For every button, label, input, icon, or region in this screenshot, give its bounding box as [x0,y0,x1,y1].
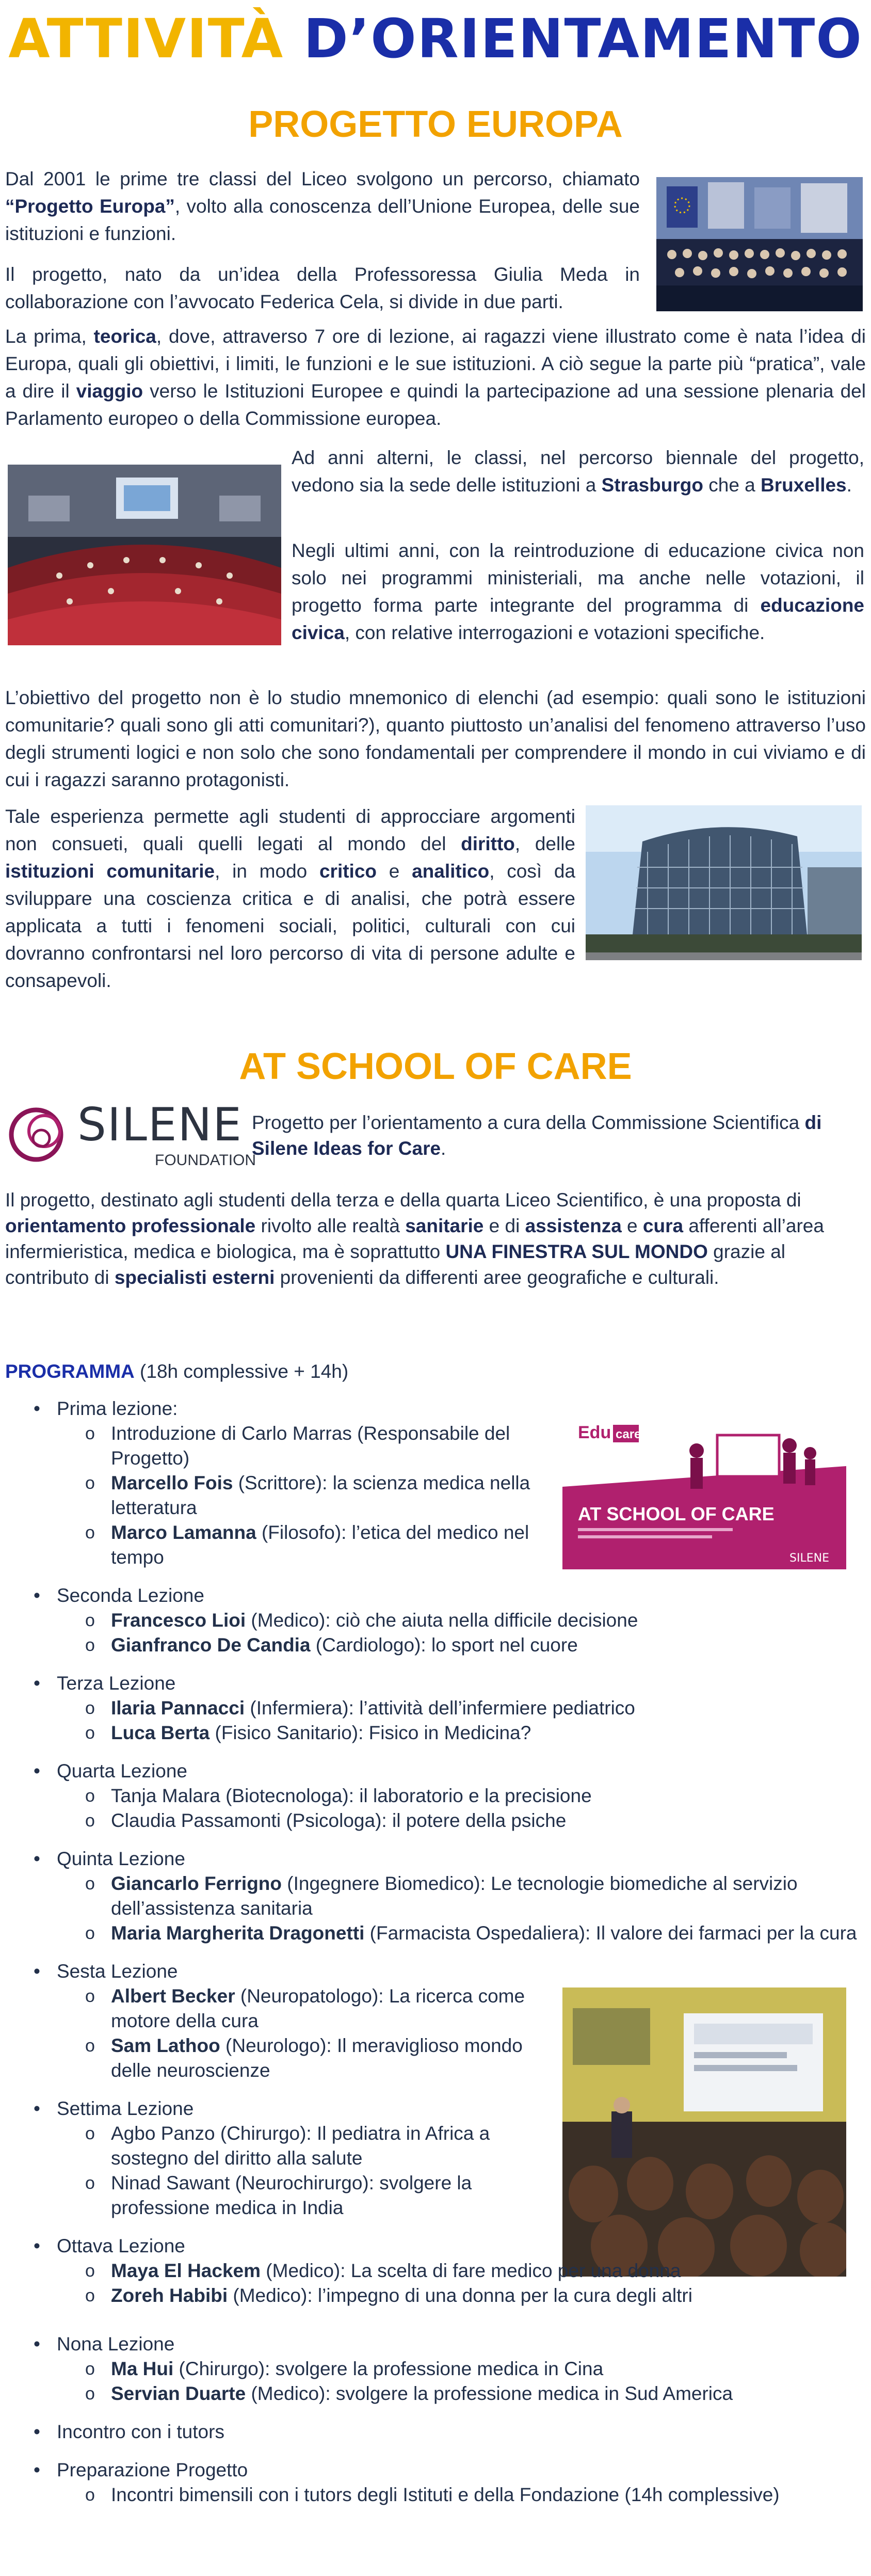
title-word-2: D’ORIENTAMENTO [303,7,863,70]
silene-logo-sub: FOUNDATION [155,1152,256,1169]
speaker-name: Giancarlo Ferrigno [111,1873,282,1894]
program-lesson [34,2458,859,2507]
strasbourg-building-photo [586,805,862,960]
talk-description: Ninad Sawant (Neurochirurgo): svolgere la professione medica in India [111,2172,472,2218]
program-heading: PROGRAMMA (18h complessive + 14h) [5,1361,349,1382]
speaker-name: Ilaria Pannacci [111,1697,245,1719]
speaker-name: Ma Hui [111,2358,174,2379]
lesson-talks [57,1984,557,2083]
parliament-hemicycle-photo [8,465,281,645]
lesson-talks [57,1871,859,1946]
lesson-talks [57,1421,557,1570]
talk-description: (Medico): ciò che aiuta nella difficile decisione [246,1610,638,1631]
poster-brand: Edu [578,1423,611,1442]
lesson-label: Incontro con i tutors [57,2421,224,2442]
lesson-talks [57,1608,859,1658]
talk-description: (Fisico Sanitario): Fisico in Medicina? [209,1722,531,1743]
europa-paragraph-2: Il progetto, nato da un’idea della Professoressa Giulia Meda in collaborazione con l’avvocato Federica Cela, si divide in due parti. [5,264,640,312]
lesson-talk [85,2259,859,2283]
title-word-1: ATTIVITÀ [8,7,284,70]
program-lesson [34,1396,859,1570]
speaker-name: Maria Margherita Dragonetti [111,1922,365,1944]
program-lesson [34,1671,859,1745]
lesson-talk [85,2033,557,2083]
lesson-talk [85,2357,859,2381]
lesson-talk [85,1421,557,1471]
lesson-label: Sesta Lezione [57,1961,178,1982]
program-lesson [34,1959,859,2083]
silene-logo-icon [5,1101,72,1168]
lesson-label: Preparazione Progetto [57,2459,248,2480]
lesson-talk [85,1921,859,1946]
lesson-talks [57,1784,859,1833]
program-lesson [34,1847,859,1946]
lesson-label: Quinta Lezione [57,1848,185,1869]
lesson-label: Terza Lezione [57,1673,176,1694]
lesson-talk [85,1721,859,1745]
lesson-talk [85,1984,557,2033]
europa-heading: PROGETTO EUROPA [248,104,623,145]
lesson-talk [85,1696,859,1721]
page-title [0,5,871,72]
lesson-talk [85,1808,859,1833]
lesson-label: Seconda Lezione [57,1585,204,1606]
lesson-talk [85,2171,557,2220]
lesson-talks [57,2483,859,2507]
program-list [34,1396,859,2521]
care-intro: Progetto per l’orientamento a cura della Commissione Scientifica di Silene Ideas for Care. [252,1112,822,1159]
europa-paragraph-6: L’obiettivo del progetto non è lo studio mnemonico di elenchi (ad esempio: quali sono le istituzioni comunitarie? quali sono gli atti comunitari?), quanto piuttosto un’analisi del fenomeno attraverso l’uso degli strumenti logici e non solo che sono fondamentali per comprendere il mondo in cui viviamo e di cui i ragazzi saranno protagonisti. [5,687,866,790]
lesson-talks [57,1696,859,1745]
speaker-name: Maya El Hackem [111,2260,261,2281]
program-lesson [34,2234,859,2308]
talk-description: (Ingegnere Biomedico): Le tecnologie biomediche al servizio dell’assistenza sanitaria [111,1873,798,1919]
speaker-name: Zoreh Habibi [111,2285,228,2306]
lesson-talk [85,2381,859,2406]
talk-description: Incontri bimensili con i tutors degli Istituti e della Fondazione (14h complessive) [111,2484,780,2505]
talk-description: (Medico): l’impegno di una donna per la cura degli altri [228,2285,692,2306]
talk-description: (Farmacista Ospedaliera): Il valore dei farmaci per la cura [364,1922,857,1944]
lesson-talk [85,1784,859,1808]
talk-description: Agbo Panzo (Chirurgo): Il pediatra in Africa a sostegno del diritto alla salute [111,2123,490,2169]
speaker-name: Luca Berta [111,1722,210,1743]
program-lesson [34,2096,859,2220]
lesson-talk [85,1471,557,1520]
lesson-talks [57,2357,859,2406]
talk-description: (Infermiera): l’attività dell’infermiere pediatrico [245,1697,635,1719]
lesson-talk [85,2283,859,2308]
lesson-talks [57,2121,557,2220]
talk-description: (Medico): La scelta di fare medico per una donna [261,2260,681,2281]
lesson-talk [85,2121,557,2171]
lesson-talk [85,2483,859,2507]
lesson-talk [85,1633,859,1658]
lesson-label: Settima Lezione [57,2098,194,2119]
talk-description: (Scrittore): la scienza medica nella letteratura [111,1472,530,1518]
program-lesson [34,1759,859,1833]
program-lesson [34,1583,859,1658]
lesson-label: Ottava Lezione [57,2235,185,2256]
silene-logo-name: SILENE [77,1098,243,1151]
talk-description: (Filosofo): l’etica del medico nel tempo [111,1522,529,1568]
lesson-talks [57,2259,859,2308]
talk-description: (Neuropatologo): La ricerca come motore della cura [111,1985,525,2031]
speaker-name: Marcello Fois [111,1472,233,1493]
lesson-talk [85,1520,557,1570]
talk-description: (Chirurgo): svolgere la professione medica in Cina [173,2358,604,2379]
program-lesson [34,2332,859,2406]
talk-description: (Medico): svolgere la professione medica in Sud America [246,2383,733,2404]
speaker-name: Gianfranco De Candia [111,1634,311,1656]
europa-paragraph-7: Tale esperienza permette agli studenti di approcciare argomenti non consueti, quali quelli legati al mondo del diritto, delle istituzioni comunitarie, in modo critico e analitico, così da sviluppare una coscienza critica e di analisi, che potrà essere applicata a tutti i fenomeni sociali, politici, culturali con cui dovranno confrontarsi nel loro percorso di vita di persone adulte e consapevoli. [5,806,576,991]
speaker-name: Servian Duarte [111,2383,246,2404]
talk-description: Introduzione di Carlo Marras (Responsabile del Progetto) [111,1423,510,1469]
lesson-label: Prima lezione: [57,1398,178,1419]
talk-description: Claudia Passamonti (Psicologa): il potere della psiche [111,1810,567,1831]
lesson-talk [85,1871,859,1921]
europa-paragraph-5: Negli ultimi anni, con la reintroduzione di educazione civica non solo nei programmi ministeriali, ma anche nelle votazioni, il progetto forma parte integrante del programma di educazione civica, con relative interrogazioni e votazioni specifiche. [292,540,864,643]
lesson-talk [85,1608,859,1633]
lesson-label: Quarta Lezione [57,1760,188,1782]
program-lesson [34,2420,859,2444]
talk-description: (Neurologo): Il meraviglioso mondo delle neuroscienze [111,2035,523,2081]
europa-paragraph-3: La prima, teorica, dove, attraverso 7 ore di lezione, ai ragazzi viene illustrato come è nata l’idea di Europa, quali gli obiettivi, i limiti, le funzioni e le sue istituzioni. A ciò segue la parte più “pratica”, vale a dire il viaggio verso le Istituzioni Europee e quindi la partecipazione ad una sessione plenaria del Parlamento europeo o della Commissione europea. [5,326,866,429]
europa-paragraph-4: Ad anni alterni, le classi, nel percorso biennale del progetto, vedono sia la sede delle istituzioni a Strasburgo che a Bruxelles. [292,447,864,496]
poster-title: AT SCHOOL OF CARE [578,1503,775,1524]
care-heading: AT SCHOOL OF CARE [239,1046,632,1087]
poster-brand-box: care [616,1427,641,1441]
european-parliament-group-photo [656,177,863,311]
lesson-label: Nona Lezione [57,2333,175,2355]
speaker-name: Albert Becker [111,1985,235,2007]
silene-foundation-logo [5,1097,256,1174]
speaker-name: Marco Lamanna [111,1522,256,1543]
europa-paragraph-1: Dal 2001 le prime tre classi del Liceo svolgono un percorso, chiamato “Progetto Europa”, volto alla conoscenza dell’Unione Europea, delle sue istituzioni e funzioni. [5,168,640,244]
talk-description: (Cardiologo): lo sport nel cuore [310,1634,578,1656]
care-paragraph-1: Il progetto, destinato agli studenti della terza e della quarta Liceo Scientifico, è una proposta di orientamento professionale rivolto alle realtà sanitarie e di assistenza e cura afferenti all’area infermieristica, medica e biologica, ma è soprattutto UNA FINESTRA SUL MONDO grazie al contributo di specialisti esterni provenienti da differenti aree geografiche e culturali. [5,1189,824,1288]
speaker-name: Sam Lathoo [111,2035,220,2056]
speaker-name: Francesco Lioi [111,1610,246,1631]
talk-description: Tanja Malara (Biotecnologa): il laboratorio e la precisione [111,1785,592,1806]
poster-logo: SILENE [789,1552,829,1565]
